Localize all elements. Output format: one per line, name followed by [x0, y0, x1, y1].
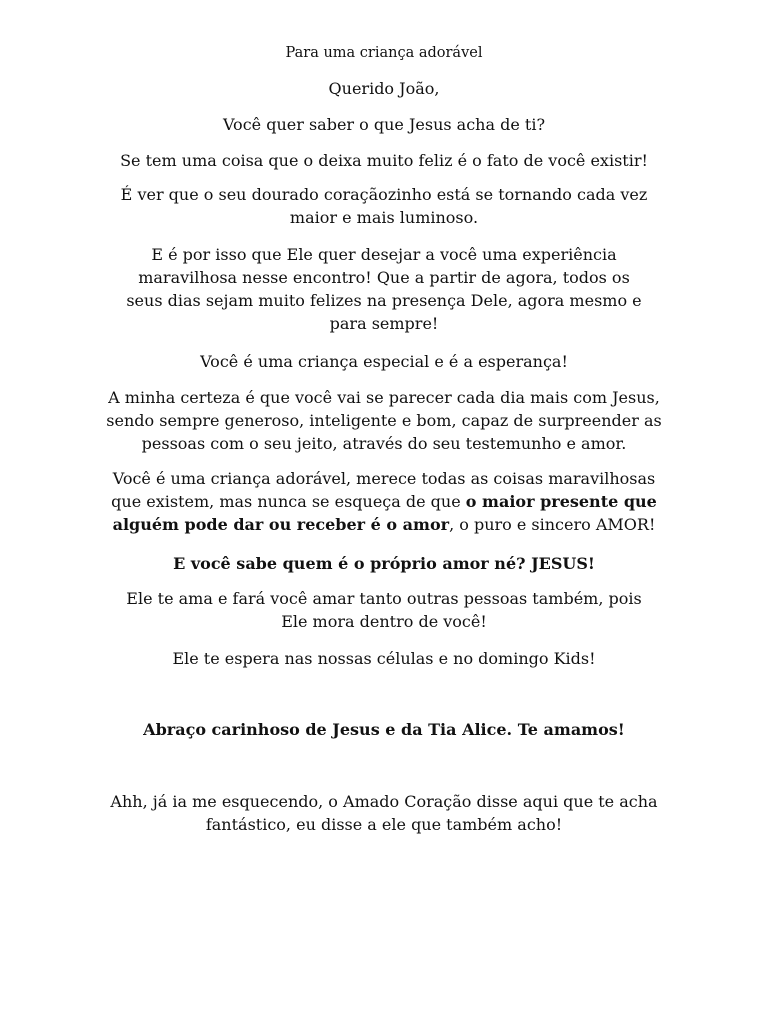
paragraph-9: Ele te ama e fará você amar tanto outras pessoas também, pois Ele mora dentro de você!: [126, 589, 642, 631]
paragraph-6: A minha certeza é que você vai se parecer cada dia mais com Jesus, sendo sempre generoso, inteligente e bom, capaz de surpreender as pessoas com o seu jeito, através do seu testemunho e amor.: [106, 388, 662, 453]
paragraph-7-text-b: , o puro e sincero AMOR!: [449, 515, 656, 534]
greeting: Querido João,: [328, 79, 440, 98]
postscript: Ahh, já ia me esquecendo, o Amado Coração disse aqui que te acha fantástico, eu disse a ele que também acho!: [110, 792, 658, 834]
paragraph-4: E é por isso que Ele quer desejar a você uma experiência maravilhosa nesse encontro! Que a partir de agora, todos os seus dias sejam muito felizes na presença Dele, agora mesmo e para sempre!: [126, 245, 642, 333]
paragraph-2: Se tem uma coisa que o deixa muito feliz é o fato de você existir!: [120, 151, 648, 170]
paragraph-7: [110, 467, 658, 536]
paragraph-5: Você é uma criança especial e é a esperança!: [200, 352, 568, 371]
closing-line: Abraço carinhoso de Jesus e da Tia Alice. Te amamos!: [143, 720, 625, 739]
paragraph-8: E você sabe quem é o próprio amor né? JESUS!: [173, 554, 595, 573]
paragraph-7-bold: o maior presente que alguém pode dar ou receber é o amor: [112, 492, 657, 534]
paragraph-1: Você quer saber o que Jesus acha de ti?: [222, 115, 546, 134]
paragraph-3: É ver que o seu dourado coraçãozinho está se tornando cada vez maior e mais luminoso.: [120, 185, 648, 227]
paragraph-10: Ele te espera nas nossas células e no domingo Kids!: [172, 649, 596, 668]
paragraph-7-text-a: Você é uma criança adorável, merece todas as coisas maravilhosas que existem, mas nunca se esqueça de que: [111, 469, 656, 511]
document-title: Para uma criança adorável: [285, 45, 483, 61]
